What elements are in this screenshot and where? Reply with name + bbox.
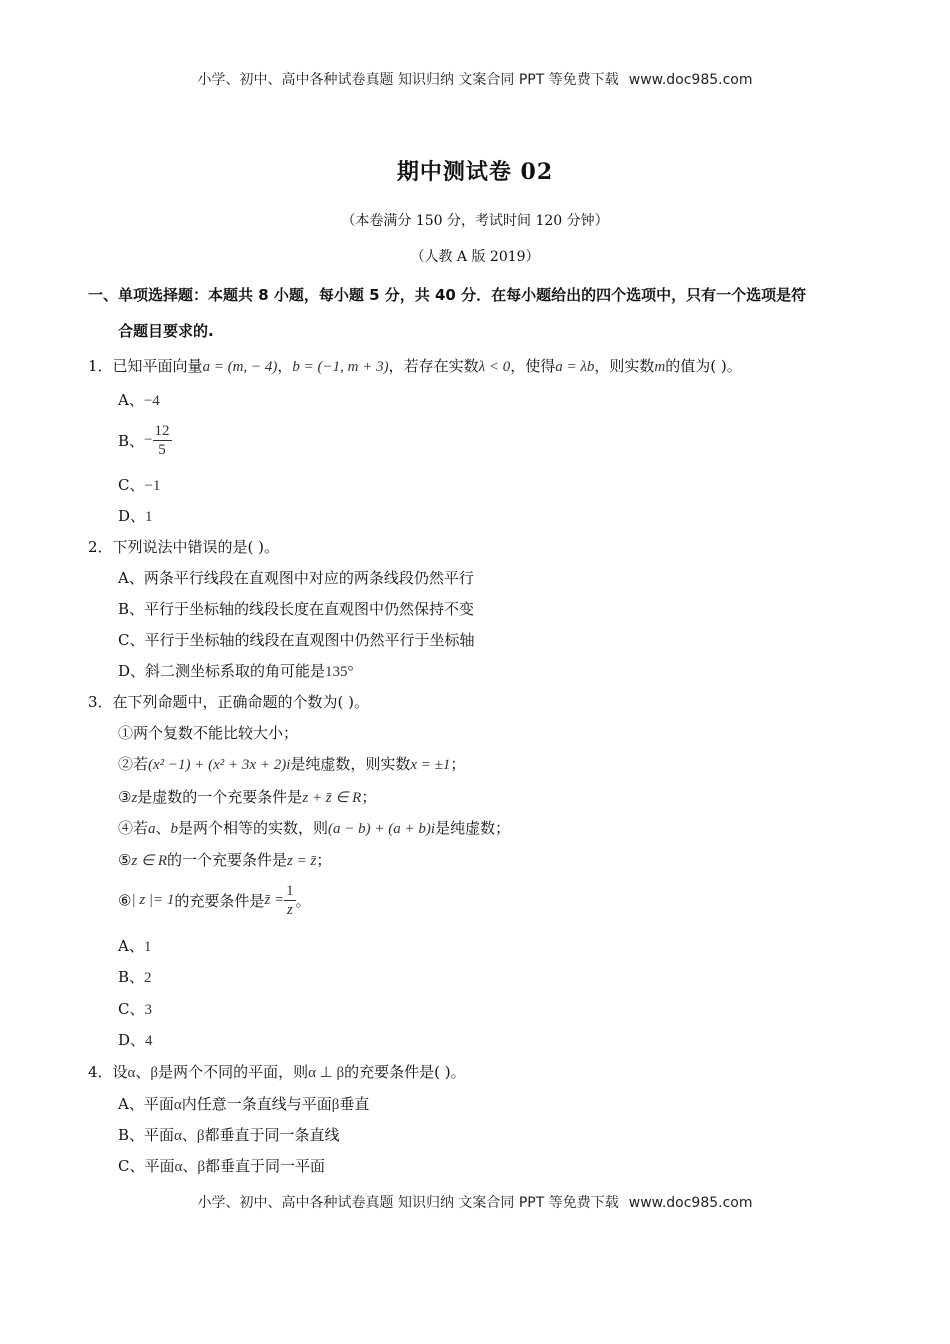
statement-math: b — [170, 821, 179, 837]
q1-math-m: m — [654, 359, 666, 375]
option-value: 3 — [144, 1002, 152, 1018]
q1-math-b: b = (−1, m + 3) — [292, 359, 389, 375]
statement-math: z̄ = — [264, 892, 285, 908]
q3-option-d[interactable] — [118, 1029, 153, 1050]
statement-text: 的充要条件是 — [174, 892, 265, 910]
question-2: 2．下列说法中错误的是( )。 — [88, 538, 280, 556]
option-value: 1 — [143, 939, 152, 955]
option-math: α — [173, 1097, 182, 1113]
statement-math: z ∈ R — [131, 853, 168, 869]
edition-info: （人教 A 版 2019） — [410, 249, 540, 265]
statement-text: 。 — [295, 892, 311, 910]
q1-math-a: a = (m, − 4) — [202, 359, 278, 375]
q1-math-eq: a = λb — [555, 359, 595, 375]
q4-option-c[interactable] — [118, 1155, 325, 1176]
option-label: C、 — [118, 476, 145, 494]
statement-math: (a − b) + (a + b)i — [328, 821, 436, 837]
statement-text: 是两个相等的实数，则 — [178, 819, 329, 837]
q3-statement-4 — [118, 817, 510, 838]
question-4 — [88, 1061, 466, 1082]
option-math: β — [197, 1159, 205, 1175]
statement-text: ③ — [118, 788, 132, 806]
q1-text: ，若存在实数 — [388, 357, 479, 375]
option-label: D、 — [118, 507, 146, 525]
option-label: B、 — [118, 432, 145, 450]
header-text: 小学、初中、高中各种试卷真题 知识归纳 文案合同 PPT 等免费下载 — [197, 72, 619, 88]
q2-option-c[interactable]: C、平行于坐标轴的线段在直观图中仍然平行于坐标轴 — [118, 631, 475, 649]
q1-option-a[interactable] — [118, 389, 160, 410]
q1-option-c[interactable] — [118, 474, 160, 495]
option-math: 135° — [325, 664, 354, 680]
q4-math: α — [127, 1065, 136, 1081]
q2-option-d[interactable] — [118, 660, 354, 681]
fraction-numerator: 1 — [286, 883, 294, 899]
option-text: 、 — [182, 1157, 198, 1175]
q4-option-a[interactable] — [118, 1093, 369, 1114]
statement-text: 是纯虚数，则实数 — [290, 755, 411, 773]
option-text: C、平面 — [118, 1157, 175, 1175]
footer-text: 小学、初中、高中各种试卷真题 知识归纳 文案合同 PPT 等免费下载 — [197, 1195, 619, 1211]
option-label: C、 — [118, 1000, 145, 1018]
option-value: −1 — [144, 478, 161, 494]
q4-text: 、 — [135, 1063, 151, 1081]
option-text: 、 — [181, 1126, 197, 1144]
statement-text: 的一个充要条件是 — [167, 851, 288, 869]
q1-text: ，则实数 — [594, 357, 655, 375]
q4-math: α ⊥ β — [308, 1065, 345, 1081]
option-label: D、 — [118, 1031, 146, 1049]
q3-statement-3 — [118, 786, 376, 807]
section-heading-cont: 合题目要求的. — [118, 322, 214, 340]
q4-math: β — [150, 1065, 159, 1081]
fraction-denominator: z — [286, 902, 293, 918]
statement-fraction — [284, 882, 296, 919]
q4-text: 的充要条件是( )。 — [344, 1063, 466, 1081]
option-value: 2 — [144, 970, 152, 986]
option-text: B、平面 — [118, 1126, 175, 1144]
statement-text: ⑥ — [118, 891, 132, 910]
section-heading: 一、单项选择题：本题共 8 小题，每小题 5 分，共 40 分．在每小题给出的四个选项中，只有一个选项是符 — [88, 286, 807, 304]
statement-math: z — [131, 790, 138, 806]
q3-option-b[interactable] — [118, 966, 152, 987]
q3-statement-6 — [118, 882, 311, 919]
q1-text: 已知平面向量 — [112, 357, 203, 375]
option-fraction — [153, 422, 172, 459]
statement-text: ； — [450, 755, 466, 773]
q1-option-d[interactable] — [118, 505, 153, 526]
question-1 — [88, 355, 742, 376]
statement-text: ； — [361, 788, 377, 806]
option-text: 垂直 — [339, 1095, 370, 1113]
statement-text: 是虚数的一个充要条件是 — [137, 788, 303, 806]
option-value: −4 — [143, 393, 160, 409]
option-text: A、平面 — [118, 1095, 174, 1113]
statement-text: 、 — [155, 819, 171, 837]
option-value: 1 — [145, 509, 153, 525]
option-value: 4 — [145, 1033, 153, 1049]
q3-statement-1: ①两个复数不能比较大小； — [118, 724, 299, 742]
statement-math: z = z̄ — [287, 853, 317, 869]
statement-text: ； — [316, 851, 332, 869]
q1-option-b[interactable] — [118, 422, 172, 459]
q3-option-a[interactable] — [118, 935, 151, 956]
option-math: β — [196, 1128, 205, 1144]
header-url[interactable]: www.doc985.com — [628, 72, 753, 88]
option-math: α — [174, 1159, 183, 1175]
statement-math: a — [148, 821, 156, 837]
statement-text: 是纯虚数； — [435, 819, 511, 837]
statement-math: z + z̄ ∈ R — [302, 790, 362, 806]
option-text: 内任意一条直线与平面 — [181, 1095, 332, 1113]
option-text: D、斜二测坐标系取的角可能是 — [118, 662, 326, 680]
q1-text: ，使得 — [510, 357, 556, 375]
q1-text: 的值为( )。 — [665, 357, 742, 375]
q1-number: 1． — [88, 357, 113, 375]
option-math: β — [331, 1097, 340, 1113]
footer-url[interactable]: www.doc985.com — [628, 1195, 753, 1211]
fraction-numerator: 12 — [154, 423, 170, 439]
q2-option-a[interactable]: A、两条平行线段在直观图中对应的两条线段仍然平行 — [118, 569, 474, 587]
page-header — [0, 69, 950, 89]
option-label: B、 — [118, 968, 145, 986]
statement-math: (x² −1) + (x² + 3x + 2)i — [148, 757, 291, 773]
question-3: 3．在下列命题中，正确命题的个数为( )。 — [88, 693, 370, 711]
option-label: A、 — [118, 937, 144, 955]
option-text: 都垂直于同一平面 — [205, 1157, 326, 1175]
q3-statement-2 — [118, 753, 465, 774]
fraction-denominator: 5 — [158, 442, 166, 458]
q3-option-c[interactable] — [118, 998, 152, 1019]
q2-option-b[interactable]: B、平行于坐标轴的线段长度在直观图中仍然保持不变 — [118, 600, 475, 618]
option-label: A、 — [118, 391, 144, 409]
exam-info: （本卷满分 150 分，考试时间 120 分钟） — [341, 213, 609, 229]
q4-text: 4．设 — [88, 1063, 128, 1081]
option-math: α — [174, 1128, 182, 1144]
statement-math: | z |= 1 — [131, 892, 175, 908]
page-footer — [0, 1192, 950, 1212]
option-text: 都垂直于同一条直线 — [204, 1126, 340, 1144]
q1-math-lambda: λ < 0 — [478, 359, 511, 375]
option-sign: − — [144, 432, 153, 448]
statement-math: x = ±1 — [410, 757, 451, 773]
statement-text: ④若 — [118, 819, 149, 837]
statement-text: ⑤ — [118, 851, 132, 869]
statement-text: ②若 — [118, 755, 149, 773]
page-title: 期中测试卷 02 — [396, 159, 554, 185]
q4-text: 是两个不同的平面，则 — [158, 1063, 309, 1081]
q4-option-b[interactable] — [118, 1124, 340, 1145]
q1-text: ， — [277, 357, 293, 375]
q3-statement-5 — [118, 849, 331, 870]
